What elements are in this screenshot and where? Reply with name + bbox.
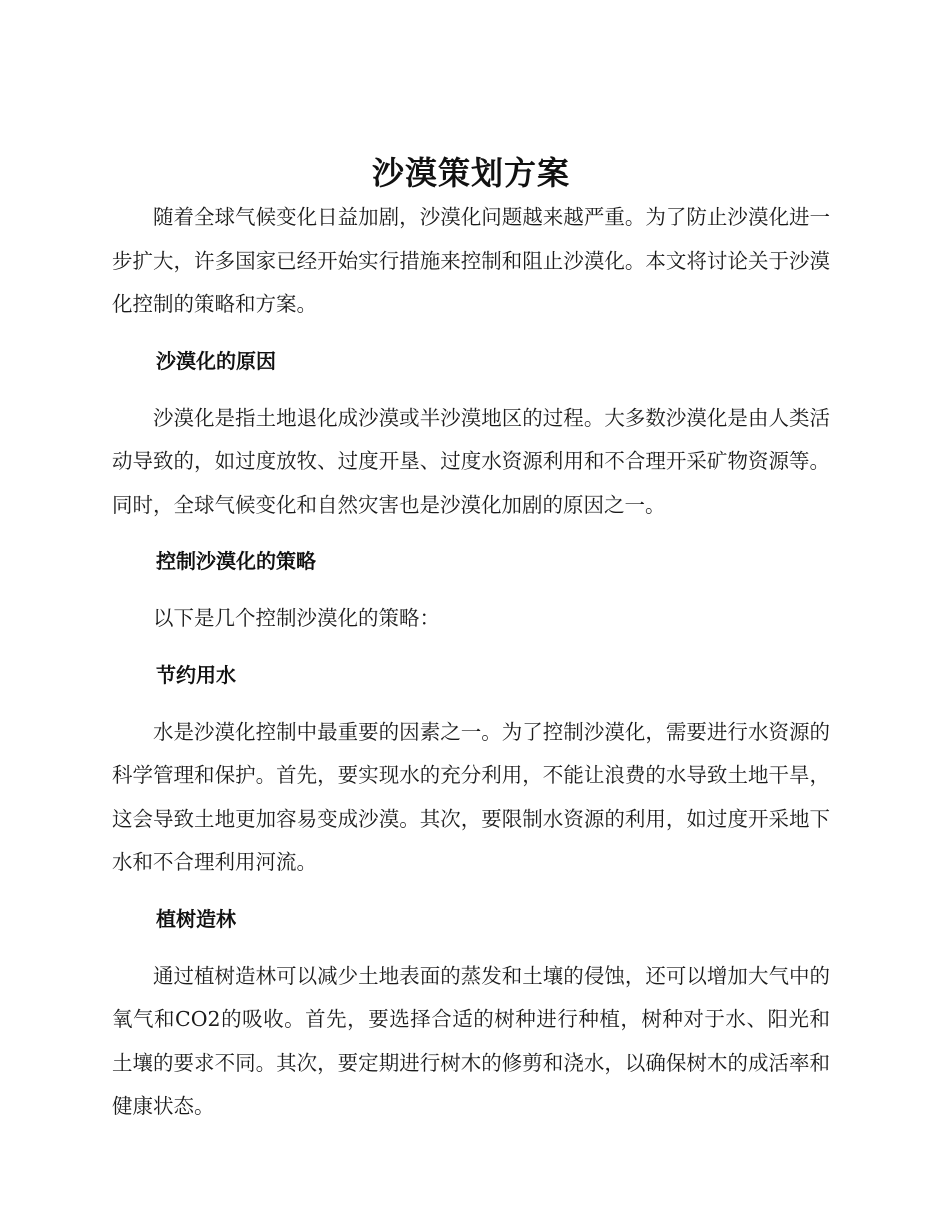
document-body [112,150,830,1129]
section-paragraph-causes: 沙漠化是指土地退化成沙漠或半沙漠地区的过程。大多数沙漠化是由人类活动导致的，如过度放牧、过度开垦、过度水资源利用和不合理开采矿物资源等。同时，全球气候变化和自然灾害也是沙漠化加剧的原因之一。 [112,405,830,517]
section-heading-afforestation: 植树造林 [156,906,236,931]
section-heading-save-water: 节约用水 [156,662,236,687]
intro-paragraph: 随着全球气候变化日益加剧，沙漠化问题越来越严重。为了防止沙漠化进一步扩大，许多国家已经开始实行措施来控制和阻止沙漠化。本文将讨论关于沙漠化控制的策略和方案。 [112,205,830,316]
section-paragraph-afforestation: 通过植树造林可以减少土地表面的蒸发和土壤的侵蚀，还可以增加大气中的氧气和CO2的吸收。首先，要选择合适的树种进行种植，树种对于水、阳光和土壤的要求不同。其次，要定期进行树木的修剪和浇水，以确保树木的成活率和健康状态。 [112,963,830,1118]
document-title: 沙漠策划方案 [371,154,570,192]
section-heading-causes: 沙漠化的原因 [156,348,276,373]
section-paragraph-save-water: 水是沙漠化控制中最重要的因素之一。为了控制沙漠化，需要进行水资源的科学管理和保护。首先，要实现水的充分利用，不能让浪费的水导致土地干旱，这会导致土地更加容易变成沙漠。其次，要限制水资源的利用，如过度开采地下水和不合理利用河流。 [112,719,830,874]
section-paragraph-strategies: 以下是几个控制沙漠化的策略： [153,606,440,630]
section-heading-strategies: 控制沙漠化的策略 [156,549,316,573]
